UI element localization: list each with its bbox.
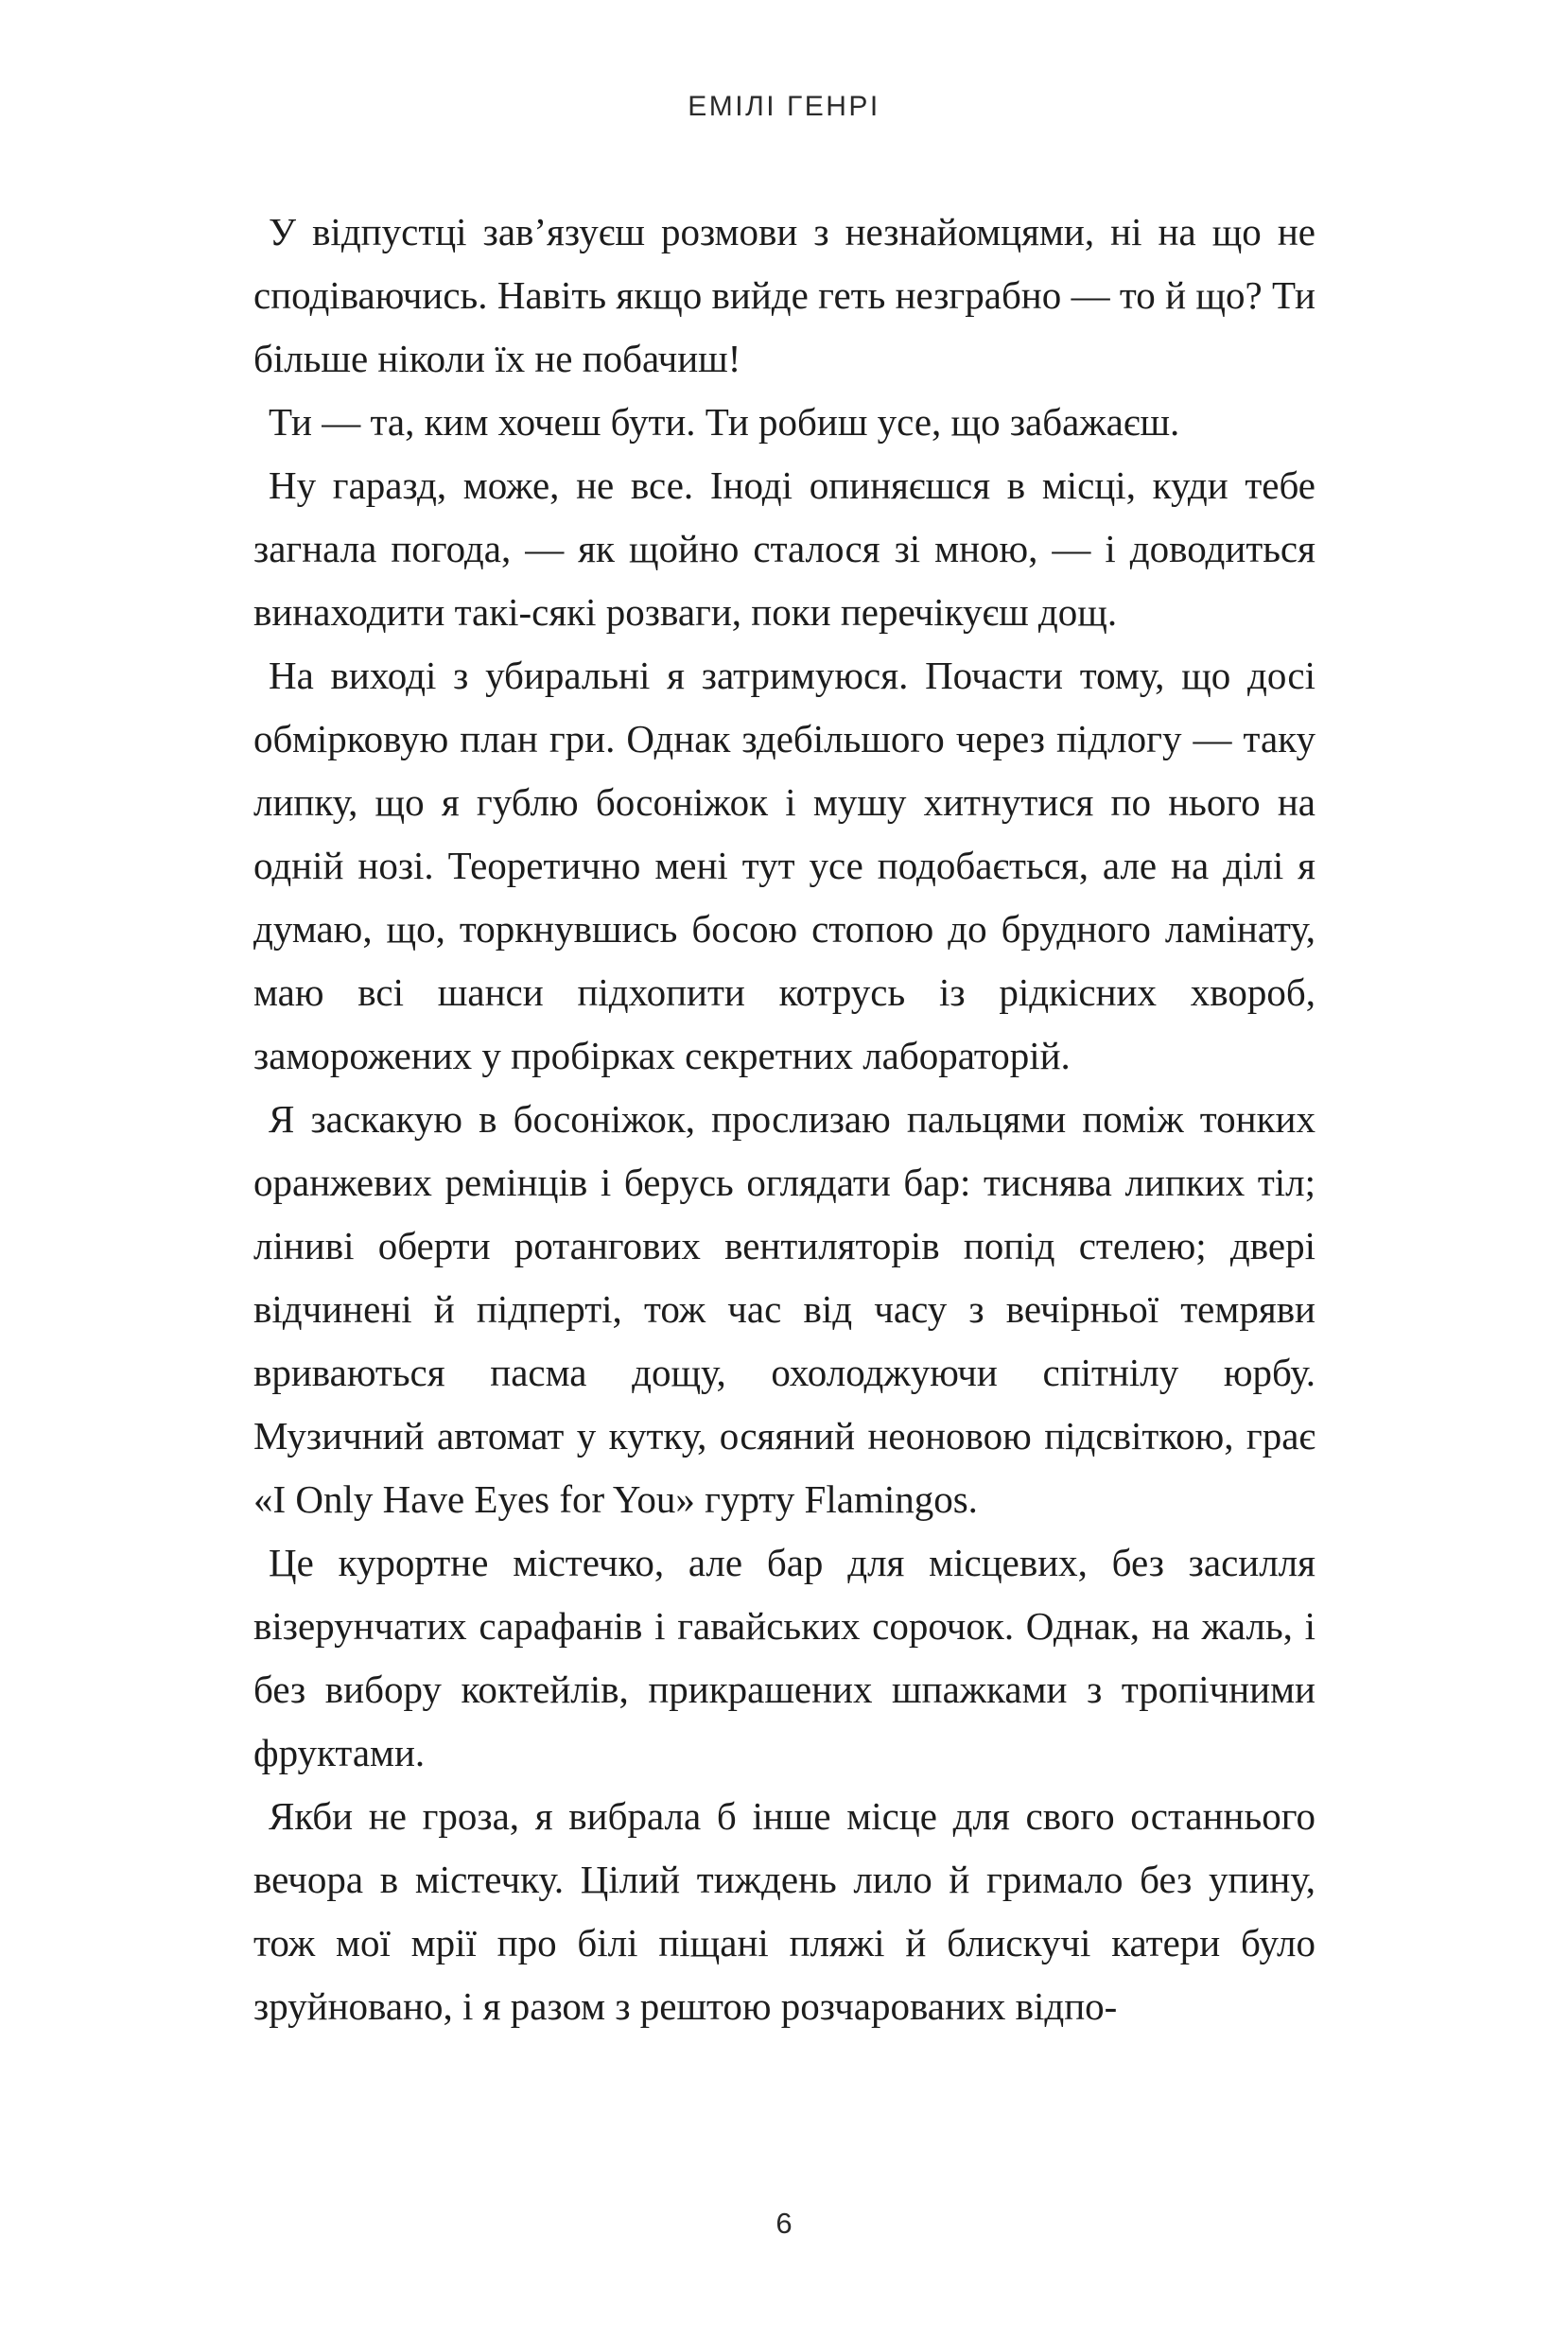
paragraph: Якби не гроза, я вибрала б інше місце для свого останнього вечора в містечку. Цілий тиждень лило й гримало без упину, тож мої мрії про білі піщані пляжі й блискучі катери було зруйновано, і я разом з рештою розчарованих відпо- <box>253 1794 1315 2028</box>
paragraph: Я заскакую в босоніжок, прослизаю пальцями поміж тонких оранжевих ремінців і берусь оглядати бар: тиснява липких тіл; ліниві оберти ротангових вентиляторів попід стелею; двері відчинені й підперті, тож час від часу з вечірньої темряви вриваються пасма дощу, охолоджуючи спітнілу юрбу. Музичний автомат у кутку, осяяний неоновою підсвіткою, грає «I Only Have Eyes for You» гурту Flamingos. <box>253 1097 1315 1521</box>
paragraph: Ну гаразд, може, не все. Іноді опиняєшся в місці, куди тебе загнала погода, — як щойно сталося зі мною, — і доводиться винаходити такі-сякі розваги, поки перечікуєш дощ. <box>253 463 1315 634</box>
running-head: ЕМІЛІ ГЕНРІ <box>688 91 880 122</box>
body-text <box>253 201 1315 2038</box>
paragraph: Ти — та, ким хочеш бути. Ти робиш усе, що забажаєш. <box>269 400 1180 444</box>
paragraph: Це курортне містечко, але бар для місцевих, без засилля візерунчатих сарафанів і гавайських сорочок. Однак, на жаль, і без вибору коктейлів, прикрашених шпажками з тропічними фруктами. <box>253 1541 1315 1774</box>
paragraph: У відпустці зав’язуєш розмови з незнайомцями, ні на що не сподіваючись. Навіть якщо вийде геть незграбно — то й що? Ти більше ніколи їх не побачиш! <box>253 210 1315 380</box>
page-number: 6 <box>775 2207 793 2240</box>
paragraph: На виході з убиральні я затримуюся. Почасти тому, що досі обмірковую план гри. Однак здебільшого через підлогу — таку липку, що я гублю босоніжок і мушу хитнутися по нього на одній нозі. Теоретично мені тут усе подобається, але на ділі я думаю, що, торкнувшись босою стопою до брудного ламінату, маю всі шанси підхопити котрусь із рідкісних хвороб, заморожених у пробірках секретних лабораторій. <box>253 654 1315 1077</box>
